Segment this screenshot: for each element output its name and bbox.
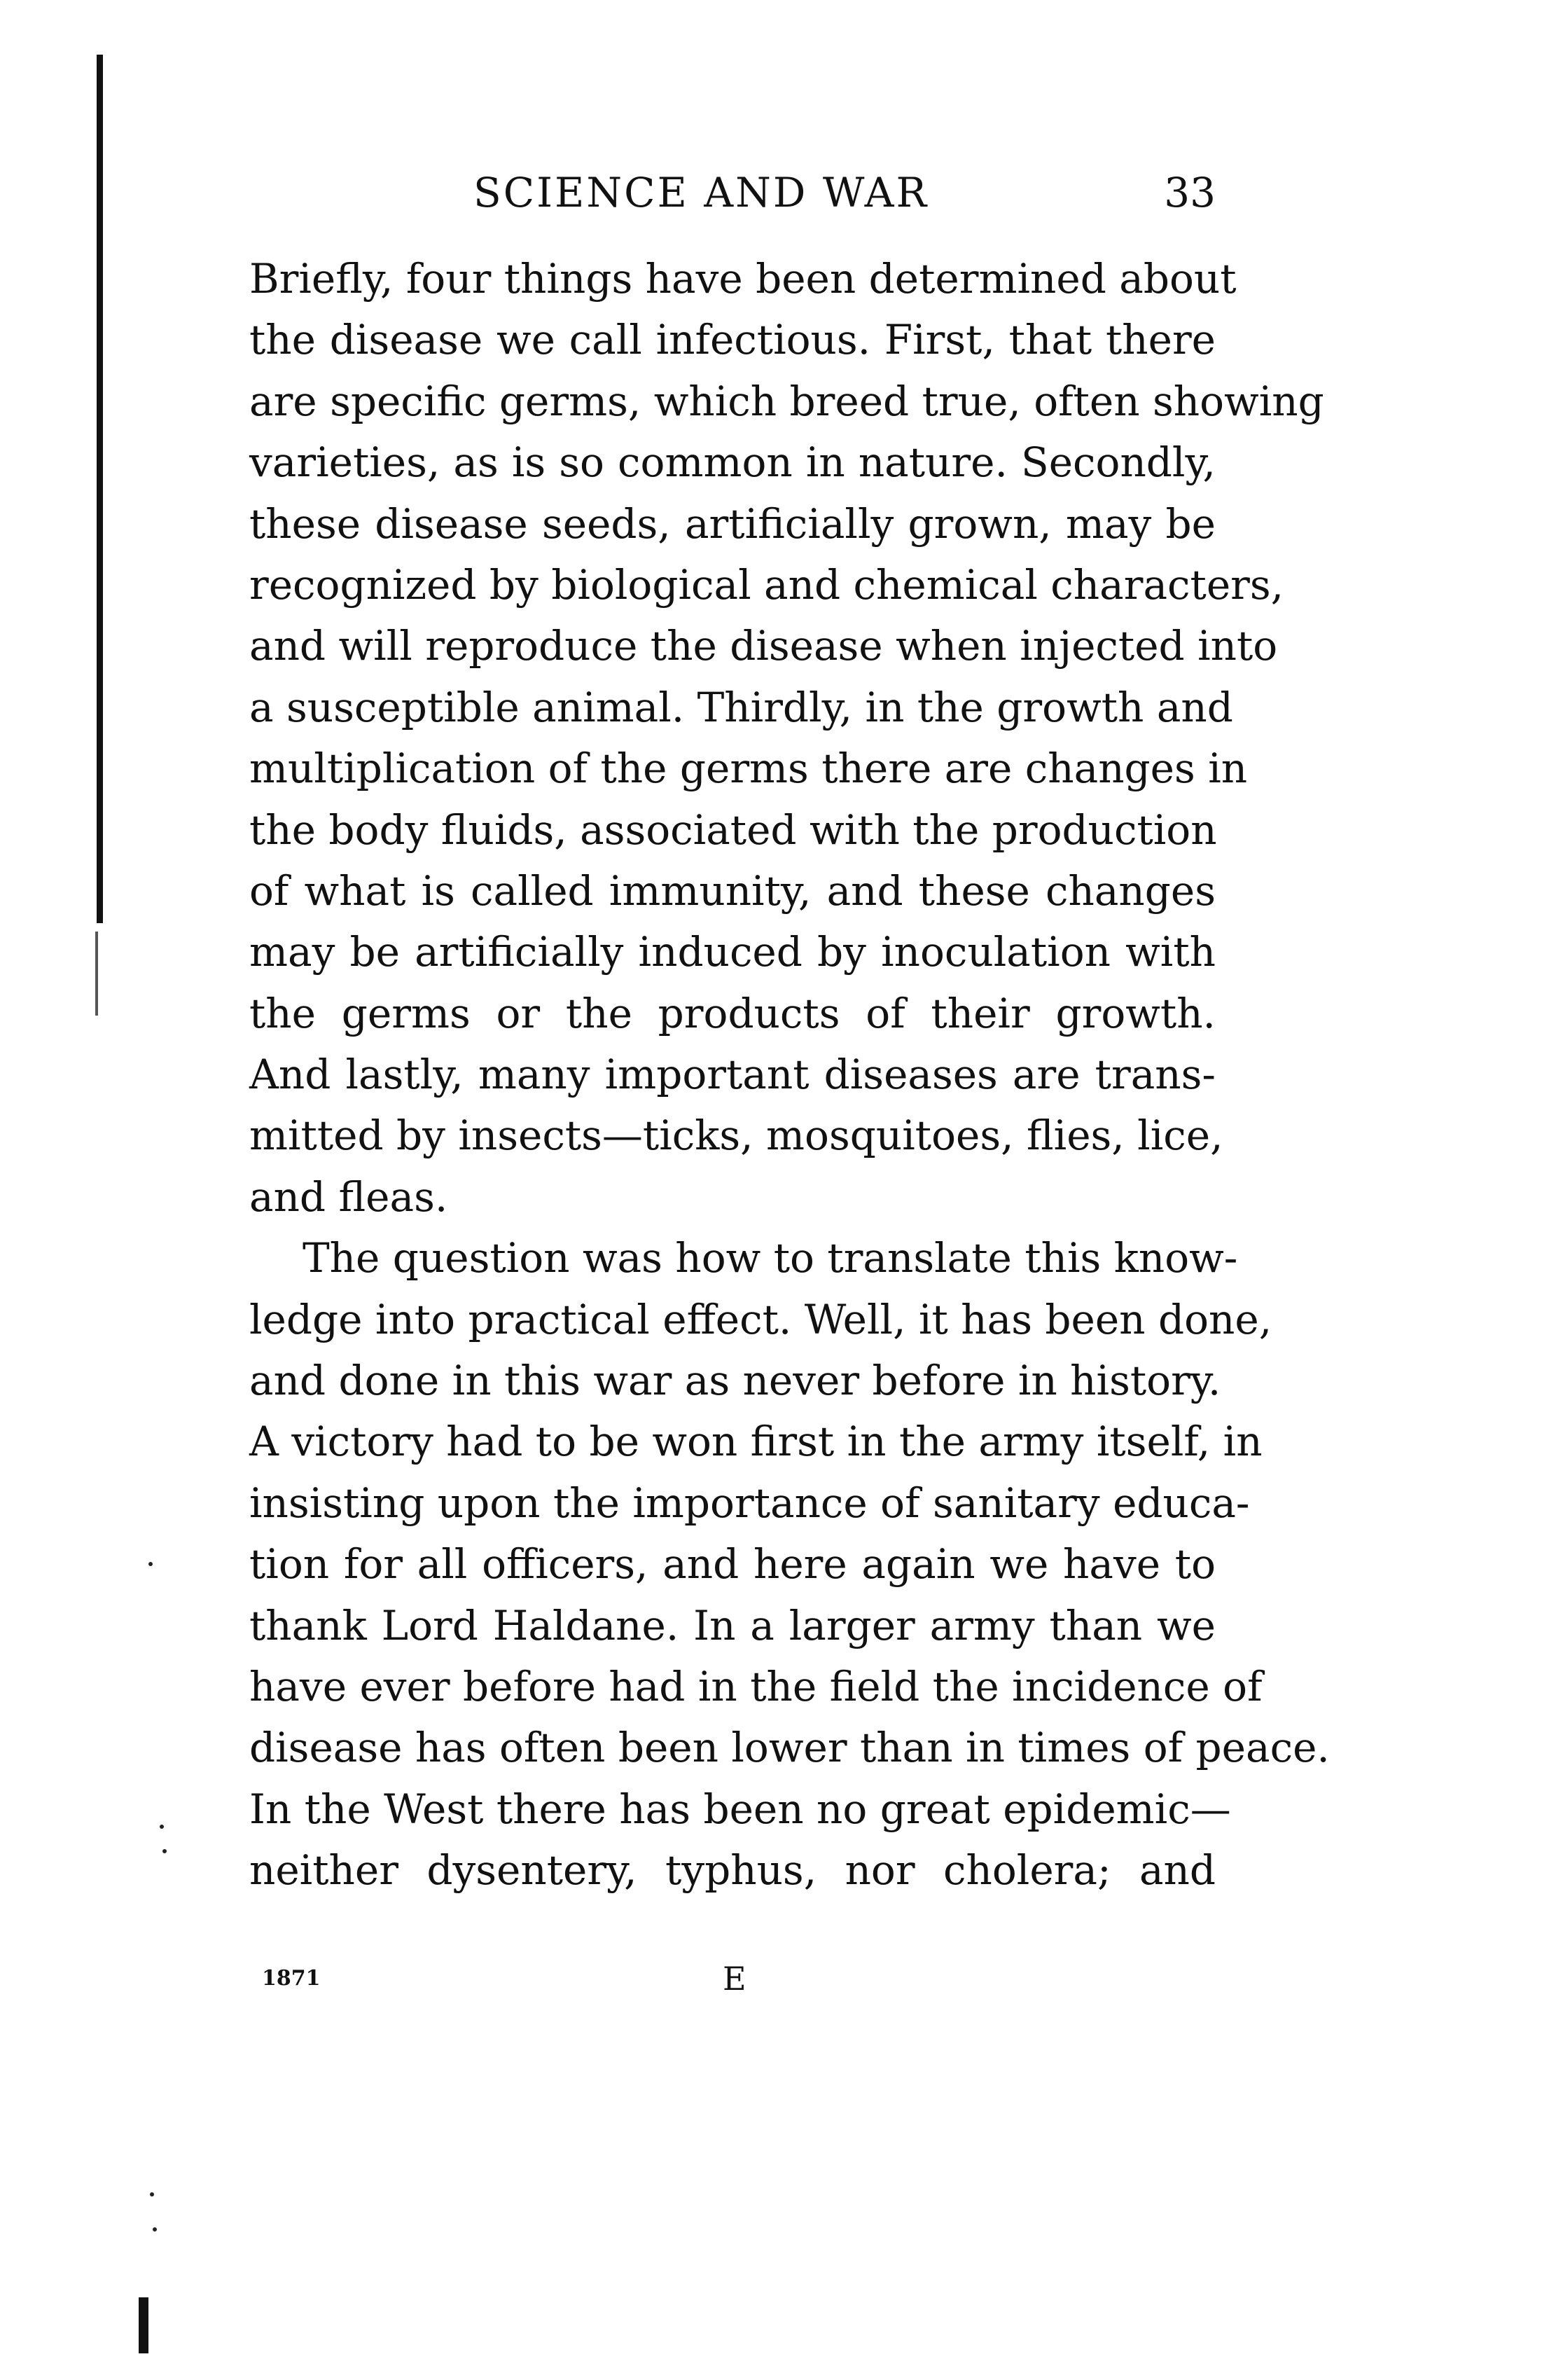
text-line: tion for all officers, and here again we have to [249,1540,1216,1589]
signature-letter: E [723,1960,746,1998]
binding-edge-mark [139,2297,148,2353]
text-line: mitted by insects—ticks, mosquitoes, flies, lice, [249,1112,1223,1160]
text-line: the germs or the products of their growth. [249,989,1216,1037]
binding-edge-mark [97,55,103,923]
text-line: disease has often been lower than in times of peace. [249,1724,1330,1772]
text-line: and will reproduce the disease when injected into [249,622,1278,670]
text-line: are specific germs, which breed true, often showing [249,377,1324,425]
text-line: a susceptible animal. Thirdly, in the growth and [249,683,1233,731]
text-line: multiplication of the germs there are changes in [249,745,1248,793]
text-line: And lastly, many important diseases are trans- [249,1051,1216,1099]
text-line: the disease we call infectious. First, that there [249,316,1216,364]
text-line: ledge into practical effect. Well, it has been done, [249,1295,1272,1343]
text-line: In the West there has been no great epidemic— [249,1785,1231,1833]
page-footer [249,1954,1216,2003]
signature-number: 1871 [262,1966,321,1991]
running-head [249,161,1216,224]
text-line: of what is called immunity, and these changes [249,866,1216,915]
scan-speck [153,2227,157,2232]
text-line: these disease seeds, artificially grown, may be [249,499,1216,548]
text-line: Briefly, four things have been determined about [249,255,1237,303]
text-line: thank Lord Haldane. In a larger army than we [249,1601,1216,1649]
text-line: The question was how to translate this know- [303,1234,1238,1282]
text-line: A victory had to be won first in the army itself, in [249,1418,1263,1466]
text-line: may be artificially induced by inoculation with [249,928,1216,976]
scan-speck [150,2192,154,2196]
scan-speck [148,1562,153,1566]
text-line: have ever before had in the field the incidence of [249,1662,1263,1710]
running-title: SCIENCE AND WAR [473,169,929,216]
text-line: and done in this war as never before in history. [249,1357,1221,1405]
body-text [249,249,1330,1902]
text-line: insisting upon the importance of sanitary educa- [249,1479,1250,1527]
text-line: and fleas. [249,1172,448,1221]
scan-speck [160,1825,164,1829]
page-number: 33 [1164,169,1216,216]
text-line: the body fluids, associated with the production [249,805,1217,854]
scan-speck [162,1849,167,1853]
text-line: recognized by biological and chemical characters, [249,560,1284,609]
text-line: varieties, as is so common in nature. Secondly, [249,438,1216,487]
text-line: neither dysentery, typhus, nor cholera; and [249,1846,1216,1895]
binding-edge-mark [95,932,98,1016]
